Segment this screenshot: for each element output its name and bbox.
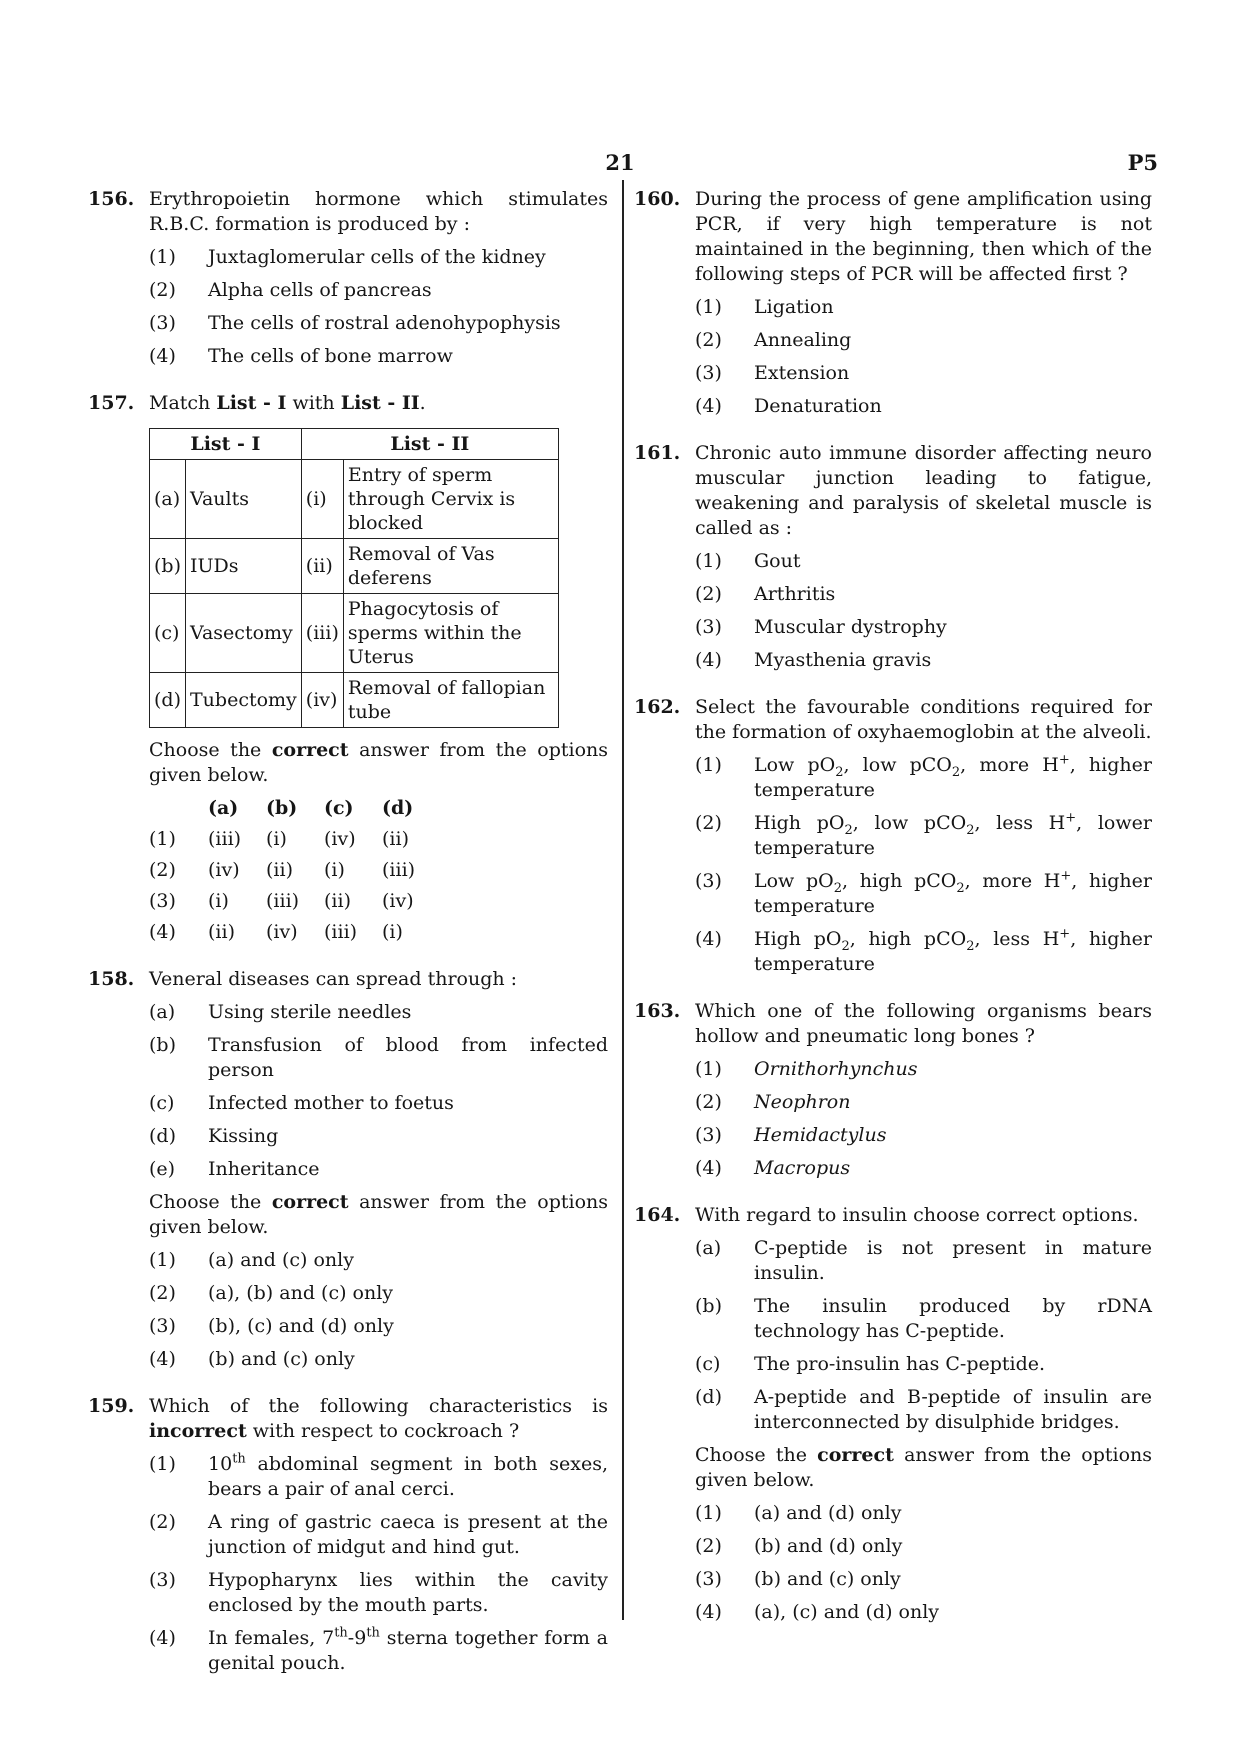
question-162 — [634, 695, 1152, 977]
option-1[interactable]: (1) Ornithorhynchus — [695, 1058, 918, 1080]
question-text: During the process of gene amplification using PCR, if very high temperature is not maintained in the beginning, then which of the following steps of PCR will be affected first ? — [695, 188, 1152, 285]
choose-instruction: Choose the correct answer from the options given below. — [149, 1191, 608, 1238]
option-3[interactable]: (3) Extension — [695, 362, 850, 384]
choose-instruction: Choose the correct answer from the options given below. — [695, 1444, 1152, 1491]
question-text: Veneral diseases can spread through : — [149, 968, 518, 990]
option-4[interactable]: (4) Myasthenia gravis — [695, 649, 932, 671]
code-header: (a) (b) (c) (d) — [208, 797, 414, 819]
option-3[interactable]: (3) Muscular dystrophy — [695, 616, 947, 638]
statement-c: (c) The pro-insulin has C-peptide. — [695, 1353, 1046, 1375]
question-number: 162. — [634, 696, 681, 718]
statement-a: (a) C-peptide is not present in mature insulin. — [695, 1237, 1152, 1284]
option-3[interactable]: (3) (i) (iii) (ii) (iv) — [149, 890, 414, 912]
option-3[interactable]: (3) (b) and (c) only — [695, 1568, 901, 1590]
option-4[interactable]: (4) (ii) (iv) (iii) (i) — [149, 921, 403, 943]
question-text: Chronic auto immune disorder affecting neuro muscular junction leading to fatigue, weakening and paralysis of skeletal muscle is called as : — [695, 442, 1152, 539]
option-1[interactable]: (1) (a) and (c) only — [149, 1249, 354, 1271]
paper-code: P5 — [1127, 150, 1158, 175]
question-text: With regard to insulin choose correct options. — [695, 1204, 1139, 1226]
statement-e: (e) Inheritance — [149, 1158, 320, 1180]
list-1-header: List - I — [150, 429, 302, 460]
question-text: Match List - I with List - II. — [149, 392, 426, 414]
question-164 — [634, 1203, 1152, 1625]
table-row: (a) Vaults (i) Entry of sperm through Cervix is blocked — [150, 460, 559, 539]
option-2[interactable] — [149, 278, 608, 303]
question-text: Erythropoietin hormone which stimulates R.B.C. formation is produced by : — [149, 188, 608, 235]
option-3[interactable]: (3) (b), (c) and (d) only — [149, 1315, 394, 1337]
option-1[interactable] — [149, 245, 608, 270]
question-number: 161. — [634, 442, 681, 464]
option-1[interactable]: (1) 10th abdominal segment in both sexes, bears a pair of anal cerci. — [149, 1451, 608, 1500]
question-text: Which one of the following organisms bears hollow and pneumatic long bones ? — [695, 1000, 1152, 1047]
statement-d: (d) Kissing — [149, 1125, 279, 1147]
option-2[interactable]: (2) Annealing — [695, 329, 852, 351]
table-row: (d) Tubectomy (iv) Removal of fallopian tube — [150, 673, 559, 728]
statement-b: (b) Transfusion of blood from infected person — [149, 1034, 608, 1081]
option-2[interactable]: (2) A ring of gastric caeca is present at the junction of midgut and hind gut. — [149, 1511, 608, 1558]
right-column — [634, 187, 1152, 1647]
option-number: (1) — [149, 246, 176, 268]
option-4[interactable] — [149, 344, 608, 369]
option-4[interactable]: (4) (b) and (c) only — [149, 1348, 355, 1370]
question-163 — [634, 999, 1152, 1181]
option-1[interactable]: (1) Ligation — [695, 296, 834, 318]
option-4[interactable]: (4) Macropus — [695, 1157, 851, 1179]
question-159 — [88, 1394, 608, 1676]
table-row: (c) Vasectomy (iii) Phagocytosis of sperms within the Uterus — [150, 594, 559, 673]
option-4[interactable]: (4) In females, 7th-9th sterna together form a genital pouch. — [149, 1625, 608, 1674]
option-number: (3) — [149, 312, 176, 334]
match-table — [149, 428, 559, 728]
column-divider — [622, 180, 624, 1620]
option-1[interactable]: (1) Low $pO_2$, low pCO$_2$, more H+, higher temperature — [695, 752, 1152, 801]
question-160 — [634, 187, 1152, 419]
question-text: Select the favourable conditions required for the formation of oxyhaemoglobin at the alveoli. — [695, 696, 1152, 743]
table-row: (b) IUDs (ii) Removal of Vas deferens — [150, 539, 559, 594]
question-156 — [88, 187, 608, 369]
option-4[interactable]: (4) (a), (c) and (d) only — [695, 1601, 940, 1623]
option-1[interactable]: (1) (iii) (i) (iv) (ii) — [149, 828, 409, 850]
statement-c: (c) Infected mother to foetus — [149, 1092, 454, 1114]
option-3[interactable]: (3) Hemidactylus — [695, 1124, 887, 1146]
option-text: Juxtaglomerular cells of the kidney — [208, 246, 546, 268]
option-2[interactable]: (2) (a), (b) and (c) only — [149, 1282, 394, 1304]
option-2[interactable]: (2) Neophron — [695, 1091, 851, 1113]
question-text: Which of the following characteristics is incorrect with respect to cockroach ? — [149, 1395, 608, 1442]
option-4[interactable]: (4) High $pO_2$, high pCO$_2$, less H+, higher temperature — [695, 926, 1152, 975]
statement-a: (a) Using sterile needles — [149, 1001, 412, 1023]
option-3[interactable]: (3) Low $pO_2$, high pCO$_2$, more H+, higher temperature — [695, 868, 1152, 917]
question-161 — [634, 441, 1152, 673]
question-number: 156. — [88, 188, 135, 210]
option-2[interactable]: (2) Arthritis — [695, 583, 836, 605]
statement-b: (b) The insulin produced by rDNA technology has C-peptide. — [695, 1295, 1152, 1342]
page-number: 21 — [605, 150, 635, 175]
question-158 — [88, 967, 608, 1372]
option-3[interactable]: (3) Hypopharynx lies within the cavity enclosed by the mouth parts. — [149, 1569, 608, 1616]
question-number: 157. — [88, 392, 135, 414]
question-number: 158. — [88, 968, 135, 990]
option-text: The cells of rostral adenohypophysis — [208, 312, 561, 334]
option-text: Alpha cells of pancreas — [208, 279, 432, 301]
option-number: (2) — [149, 279, 176, 301]
option-2[interactable]: (2) (iv) (ii) (i) (iii) — [149, 859, 416, 881]
question-number: 160. — [634, 188, 681, 210]
option-4[interactable]: (4) Denaturation — [695, 395, 882, 417]
choose-instruction: Choose the correct answer from the options given below. — [149, 739, 608, 786]
question-number: 163. — [634, 1000, 681, 1022]
question-number: 159. — [88, 1395, 135, 1417]
list-2-header: List - II — [301, 429, 558, 460]
left-column — [88, 187, 608, 1698]
option-text: The cells of bone marrow — [208, 345, 453, 367]
question-number: 164. — [634, 1204, 681, 1226]
option-2[interactable]: (2) (b) and (d) only — [695, 1535, 903, 1557]
question-157 — [88, 391, 608, 945]
option-1[interactable]: (1) (a) and (d) only — [695, 1502, 902, 1524]
option-3[interactable] — [149, 311, 608, 336]
option-2[interactable]: (2) High $pO_2$, low pCO$_2$, less H+, lower temperature — [695, 810, 1152, 859]
option-1[interactable]: (1) Gout — [695, 550, 801, 572]
statement-d: (d) A-peptide and B-peptide of insulin are interconnected by disulphide bridges. — [695, 1386, 1152, 1433]
option-number: (4) — [149, 345, 176, 367]
